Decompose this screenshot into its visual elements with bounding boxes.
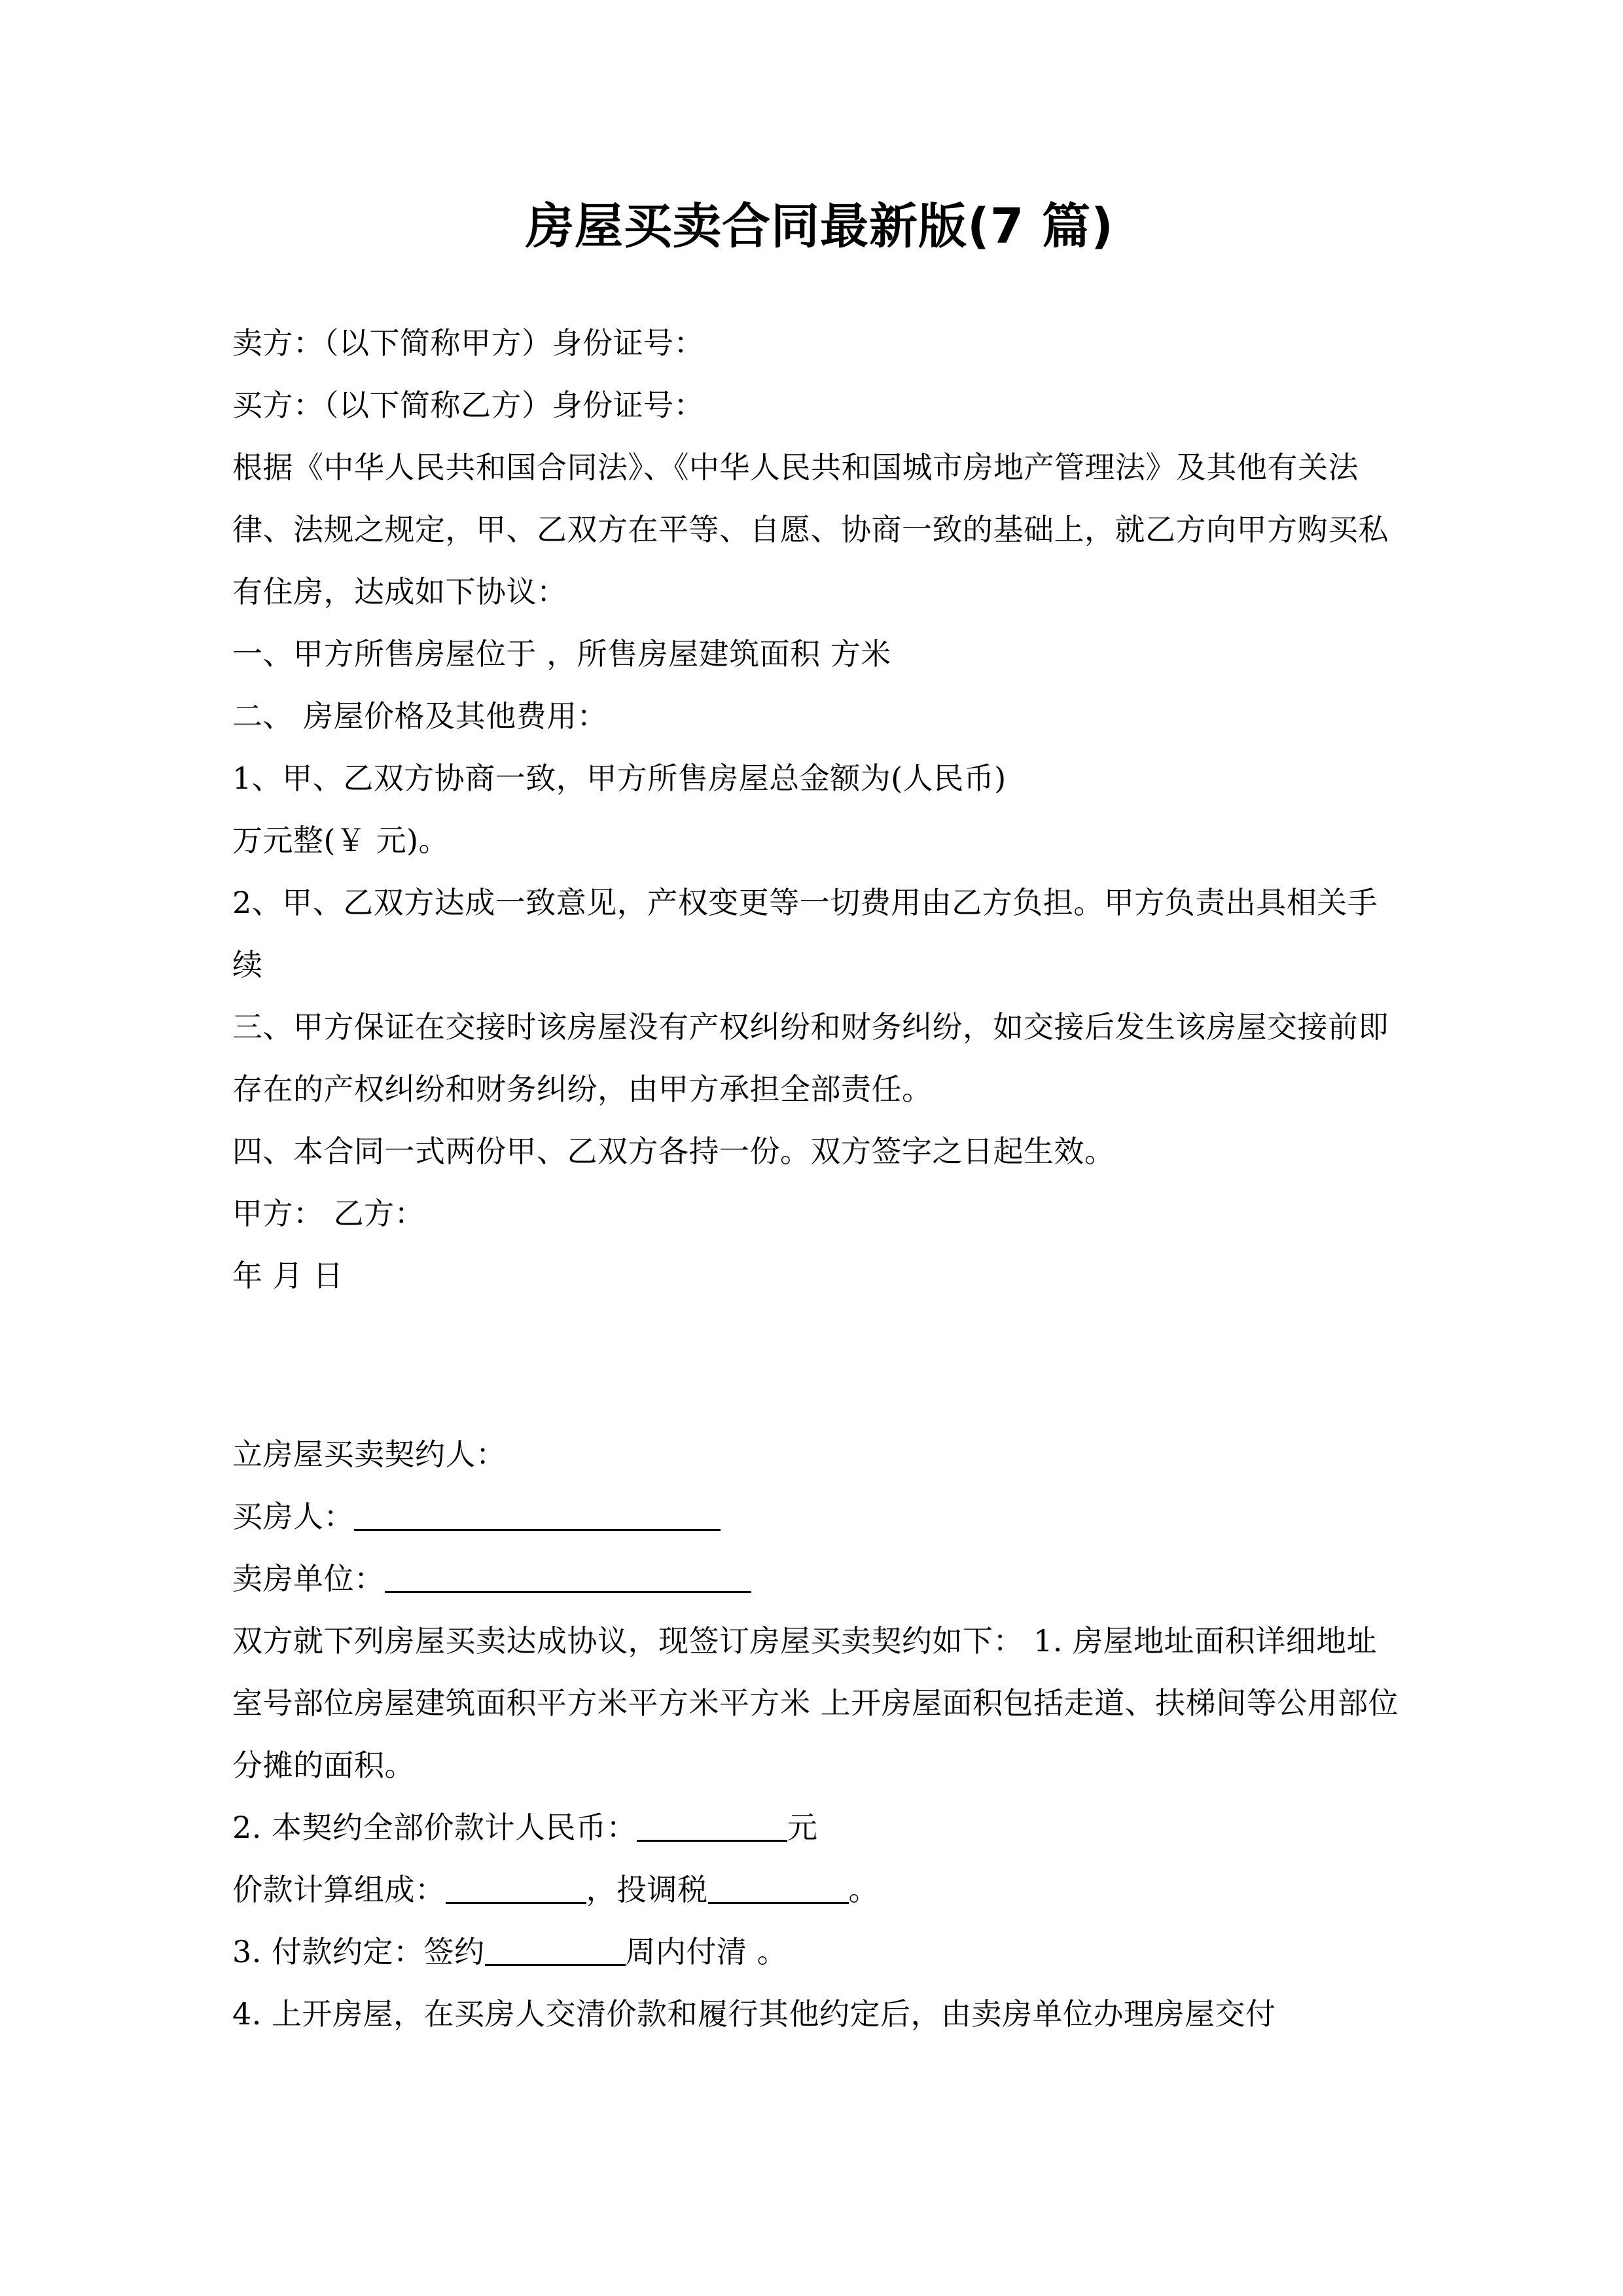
payment-weeks-blank[interactable]	[485, 1964, 626, 1966]
total-price-blank[interactable]	[637, 1840, 787, 1842]
item-4-delivery: 4. 上开房屋，在买房人交清价款和履行其他约定后，由卖房单位办理房屋交付	[232, 1996, 1276, 2032]
clause-two-heading: 二、 房屋价格及其他费用：	[232, 698, 608, 734]
seller-signature-row	[232, 1548, 1407, 1610]
seller-identity-line: 卖方：（以下简称甲方）身份证号：	[232, 325, 704, 361]
section-divider	[232, 1307, 1407, 1424]
page-title: 房屋买卖合同最新版(7 篇)	[526, 198, 1114, 255]
item-3-payment-terms	[232, 1921, 1407, 1983]
clause-two-item-2: 2、甲、乙双方达成一致意见，产权变更等一切费用由乙方负担。甲方负责出具相关手续	[232, 884, 1378, 982]
item-3-prefix-label: 3. 付款约定：签约	[232, 1933, 485, 1969]
legal-basis-paragraph: 根据《中华人民共和国合同法》、《中华人民共和国城市房地产管理法》及其他有关法律、法规之规定，甲、乙双方在平等、自愿、协商一致的基础上，就乙方向甲方购买私有住房，达成如下协议：	[232, 449, 1389, 609]
seller-signature-label: 卖房单位：	[232, 1560, 385, 1596]
item-2-suffix-label: 元	[787, 1809, 818, 1845]
buyer-signature-blank[interactable]	[354, 1529, 721, 1531]
signature-date-line: 年 月 日	[232, 1257, 344, 1293]
section-two-intro: 双方就下列房屋买卖达成协议，现签订房屋买卖契约如下： 1. 房屋地址面积详细地址室号部位房屋建筑面积平方米平方米平方米 上开房屋面积包括走道、扶梯间等公用部位分摊的面积。	[232, 1623, 1399, 1783]
clause-two-item-1: 1、甲、乙双方协商一致，甲方所售房屋总金额为(人民币)	[232, 760, 1007, 796]
buyer-identity-line: 买方：（以下简称乙方）身份证号：	[232, 387, 704, 423]
item-2-prefix-label: 2. 本契约全部价款计人民币：	[232, 1809, 637, 1845]
price-composition-blank[interactable]	[446, 1902, 586, 1904]
buyer-signature-row	[232, 1486, 1407, 1548]
price-composition-label: 价款计算组成：	[232, 1871, 446, 1907]
item-2-total-price	[232, 1797, 1407, 1859]
buyer-signature-label: 买房人：	[232, 1498, 354, 1534]
section-two-heading: 立房屋买卖契约人：	[232, 1436, 507, 1472]
clause-four-copies: 四、本合同一式两份甲、乙双方各持一份。双方签字之日起生效。	[232, 1133, 1115, 1169]
clause-one-location: 一、甲方所售房屋位于 ，所售房屋建筑面积 方米	[232, 636, 891, 672]
tax-label: ，投调税	[586, 1871, 708, 1907]
item-3-suffix-label: 周内付清 。	[625, 1933, 788, 1969]
tax-blank[interactable]	[708, 1902, 849, 1904]
price-composition-period: 。	[848, 1871, 879, 1907]
clause-three-warranty: 三、甲方保证在交接时该房屋没有产权纠纷和财务纠纷，如交接后发生该房屋交接前即存在的产权纠纷和财务纠纷，由甲方承担全部责任。	[232, 1009, 1389, 1107]
clause-two-amount-line: 万元整(￥ 元)。	[232, 822, 450, 858]
contract-body	[232, 312, 1407, 2045]
price-composition-row	[232, 1859, 1407, 1921]
signature-parties-line: 甲方： 乙方：	[232, 1195, 425, 1231]
seller-signature-blank[interactable]	[385, 1591, 751, 1593]
